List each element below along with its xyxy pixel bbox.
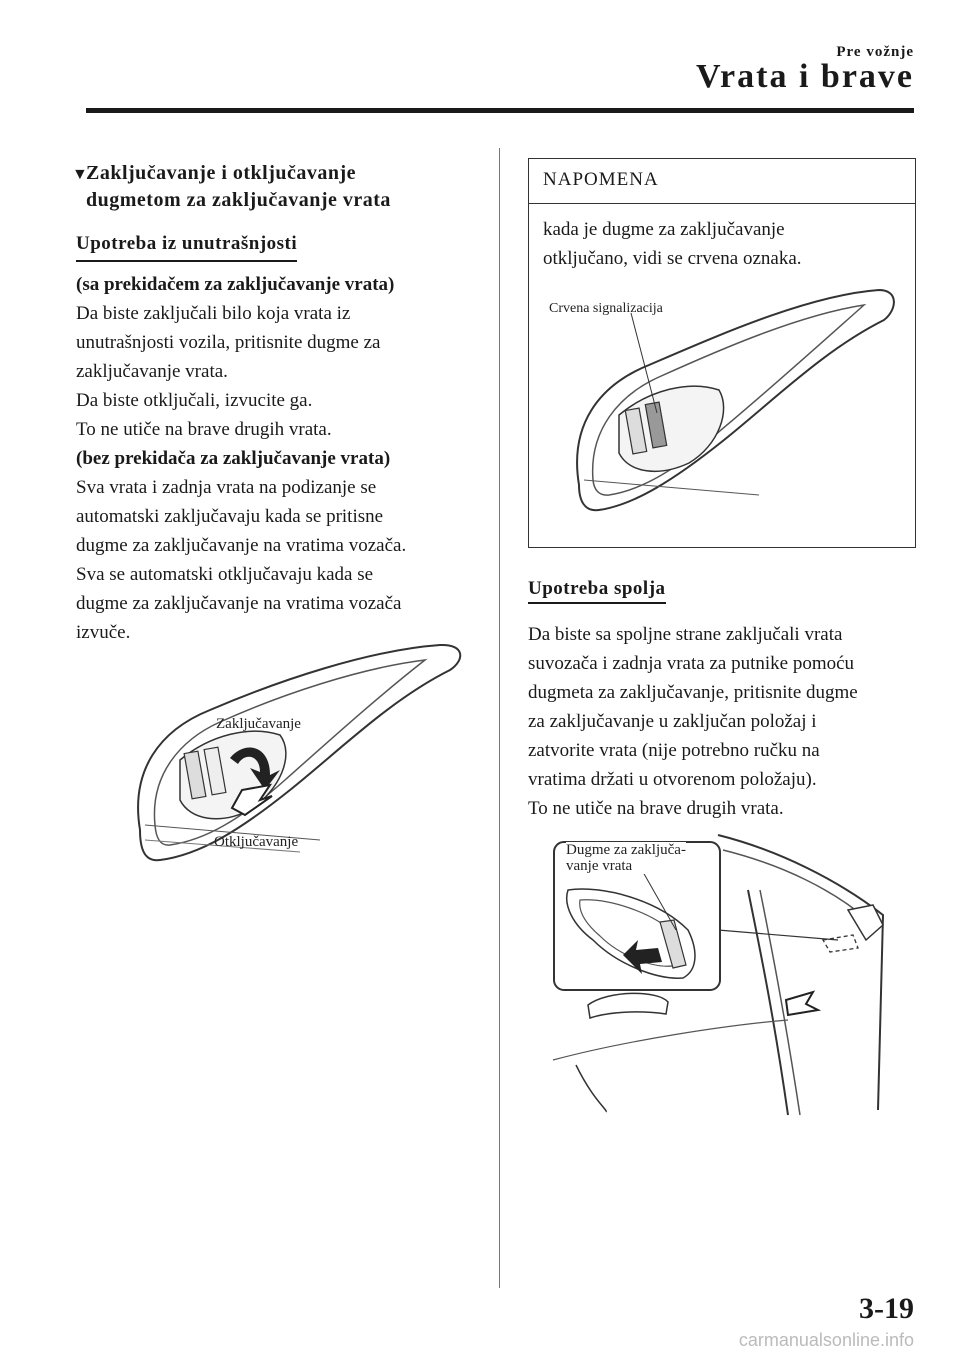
lock-label: Zaključavanje <box>216 716 301 732</box>
text-line: dugmeta za zaključavanje, pritisnite dugme <box>528 682 858 703</box>
note-heading: NAPOMENA <box>543 169 659 190</box>
car-door-figure <box>548 830 900 1120</box>
left-body <box>76 270 476 647</box>
without-switch-heading: (bez prekidača za zaključavanje vrata) <box>76 448 391 469</box>
text-line: Sva se automatski otključavaju kada se <box>76 564 374 585</box>
note-text <box>543 215 903 273</box>
interior-door-handle-illustration <box>120 640 470 890</box>
note-line: otključano, vidi se crvena oznaka. <box>543 248 802 269</box>
text-line: automatski zaključavaju kada se pritisne <box>76 506 384 527</box>
page-title: Vrata i brave <box>696 58 914 95</box>
text-line: dugme za zaključavanje na vratima vozača. <box>76 535 407 556</box>
text-line: Da biste sa spoljne strane zaključali vrata <box>528 624 843 645</box>
text-line: Da biste zaključali bilo koja vrata iz <box>76 303 351 324</box>
interior-lock-figure <box>120 640 470 890</box>
lock-button-label <box>566 842 686 874</box>
subsection-inside: Upotreba iz unutrašnjosti <box>76 229 297 262</box>
text-line: dugme za zaključavanje na vratima vozača <box>76 593 402 614</box>
text-line: suvozača i zadnja vrata za putnike pomoću <box>528 653 855 674</box>
text-line: To ne utiče na brave drugih vrata. <box>528 798 784 819</box>
column-divider <box>499 148 500 1288</box>
section-title <box>72 160 486 214</box>
text-line: izvuče. <box>76 622 131 643</box>
note-figure <box>549 285 899 535</box>
red-indicator-label: Crvena signalizacija <box>549 301 663 316</box>
subsection-outside: Upotreba spolja <box>528 578 666 604</box>
text-line: zatvorite vrata (nije potrebno ručku na <box>528 740 820 761</box>
section-title-line1: Zaključavanje i otključavanje <box>86 162 357 184</box>
text-line: To ne utiče na brave drugih vrata. <box>76 419 332 440</box>
unlock-label: Otključavanje <box>214 834 299 850</box>
watermark: carmanualsonline.info <box>738 1330 914 1350</box>
text-line: unutrašnjosti vozila, pritisnite dugme za <box>76 332 381 353</box>
text-line: Sva vrata i zadnja vrata na podizanje se <box>76 477 377 498</box>
triangle-marker-icon: ▼ <box>72 166 89 183</box>
with-switch-heading: (sa prekidačem za zaključavanje vrata) <box>76 274 395 295</box>
chapter-label: Pre vožnje <box>836 44 914 60</box>
note-header <box>529 159 915 204</box>
lock-button-label-line1: Dugme za zaključa- <box>566 842 686 858</box>
header-rule <box>86 108 914 113</box>
text-line: zaključavanje vrata. <box>76 361 228 382</box>
text-line: vratima držati u otvorenom položaju). <box>528 769 817 790</box>
text-line: za zaključavanje u zaključan položaj i <box>528 711 817 732</box>
subsection-inside-wrap <box>76 229 476 262</box>
note-line: kada je dugme za zaključavanje <box>543 219 785 240</box>
right-body <box>528 620 918 823</box>
note-box <box>528 158 916 548</box>
page-number: 3-19 <box>859 1292 914 1325</box>
red-indicator-illustration <box>559 285 899 535</box>
section-title-line2: dugmetom za zaključavanje vrata <box>86 189 391 211</box>
text-line: Da biste otključali, izvucite ga. <box>76 390 313 411</box>
lock-button-label-line2: vanje vrata <box>566 858 633 874</box>
subsection-outside-wrap <box>528 578 918 604</box>
